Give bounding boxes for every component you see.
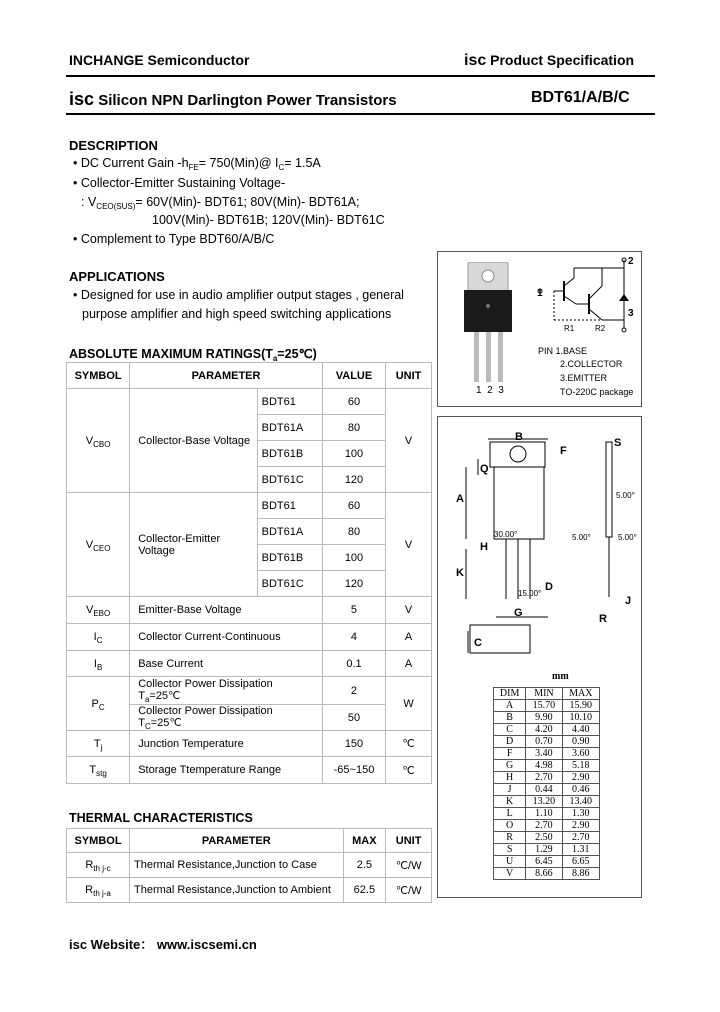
- vcbo-sym: V: [85, 434, 94, 447]
- dimension-min: 1.29: [526, 844, 562, 856]
- tstg-symbol: [67, 757, 130, 784]
- part-cell: BDT61B: [257, 441, 322, 467]
- desc-line-1-sub2: C: [278, 163, 285, 172]
- part-cell: BDT61: [257, 389, 322, 415]
- angle-4: 5.00°: [618, 533, 637, 542]
- label-r1: R1: [564, 324, 575, 333]
- mechanical-drawing: [437, 416, 642, 898]
- dimension-max: 2.90: [562, 772, 599, 784]
- dimension-min: 0.44: [526, 784, 562, 796]
- ratings-heading-b: =25℃): [277, 347, 317, 361]
- dimension-row: [494, 820, 600, 832]
- ratings-heading-sub: a: [272, 354, 278, 363]
- dimension-dim: B: [494, 712, 526, 724]
- part-cell: BDT61A: [257, 415, 322, 441]
- ic-param: Collector Current-Continuous: [130, 624, 323, 651]
- footer-label: isc Website：: [69, 937, 154, 952]
- app-line-1: • Designed for use in audio amplifier output stages , general: [73, 288, 404, 302]
- label-pin-2-terminal: 2: [628, 256, 634, 267]
- dim-col-max: MAX: [562, 688, 599, 700]
- value-cell: 100: [322, 545, 385, 571]
- dimension-min: 4.20: [526, 724, 562, 736]
- rthja-unit: ℃/W: [386, 878, 432, 903]
- desc-line-3: [81, 195, 359, 209]
- ratings-table: [66, 362, 432, 784]
- dimension-row: [494, 712, 600, 724]
- dimension-row: [494, 772, 600, 784]
- dimension-min: 15.70: [526, 700, 562, 712]
- ib-unit: A: [386, 651, 432, 677]
- vebo-value: 5: [322, 597, 385, 624]
- dim-col-dim: DIM: [494, 688, 526, 700]
- angle-5: 15.00°: [518, 589, 542, 598]
- dimension-min: 3.40: [526, 748, 562, 760]
- dim-label-j: J: [625, 595, 632, 607]
- dimension-max: 1.30: [562, 808, 599, 820]
- dimension-min: 2.70: [526, 820, 562, 832]
- ib-sym: I: [93, 657, 97, 670]
- dimension-max: 3.60: [562, 748, 599, 760]
- dimension-row: [494, 856, 600, 868]
- ratings-heading: [69, 346, 317, 361]
- dimension-max: 8.86: [562, 868, 599, 880]
- pc-sym: P: [91, 697, 99, 710]
- tj-symbol: [67, 731, 130, 757]
- dimension-max: 10.10: [562, 712, 599, 724]
- part-cell: BDT61C: [257, 467, 322, 493]
- dimension-dim: G: [494, 760, 526, 772]
- pc-cond-1-sub: a: [144, 695, 150, 704]
- dimension-row: [494, 736, 600, 748]
- dimension-dim: V: [494, 868, 526, 880]
- rthjc-param: Thermal Resistance,Junction to Case: [130, 853, 344, 878]
- header-rule-2: [66, 113, 655, 115]
- rthjc-max: 2.5: [343, 853, 386, 878]
- ib-value: 0.1: [322, 651, 385, 677]
- dimension-min: 2.70: [526, 772, 562, 784]
- vcbo-param: Collector-Base Voltage: [130, 389, 257, 493]
- dimension-min: 6.45: [526, 856, 562, 868]
- dimension-dim: A: [494, 700, 526, 712]
- dimension-row: [494, 808, 600, 820]
- pc-param-1-text: Collector Power Dissipation: [138, 678, 273, 690]
- pc-cond-1: [138, 690, 318, 703]
- th-unit: UNIT: [386, 829, 432, 853]
- applications-heading: APPLICATIONS: [69, 269, 165, 284]
- vebo-symbol: [67, 597, 130, 624]
- pc-sub: C: [98, 702, 105, 712]
- tstg-value: -65~150: [322, 757, 385, 784]
- thermal-heading: THERMAL CHARACTERISTICS: [69, 811, 253, 825]
- dim-label-r: R: [599, 613, 607, 625]
- pc-value-1: 2: [322, 677, 385, 705]
- pc-unit: W: [386, 677, 432, 731]
- ib-param: Base Current: [130, 651, 323, 677]
- label-pin-3-terminal: 3: [628, 308, 634, 319]
- package-label: TO-220C package: [560, 387, 634, 397]
- dim-label-b: B: [515, 431, 523, 443]
- dim-unit: mm: [552, 671, 569, 682]
- dimension-row: [494, 760, 600, 772]
- dimension-max: 0.46: [562, 784, 599, 796]
- dimension-dim: D: [494, 736, 526, 748]
- footer-url[interactable]: www.iscsemi.cn: [156, 937, 257, 952]
- desc-line-1-sub: FE: [188, 163, 199, 172]
- col-parameter: PARAMETER: [130, 363, 323, 389]
- dim-label-f: F: [560, 445, 567, 457]
- dimension-row: [494, 748, 600, 760]
- dimension-dim: O: [494, 820, 526, 832]
- vcbo-unit: V: [386, 389, 432, 493]
- rthja-sym: R: [85, 884, 94, 896]
- vceo-sub: CEO: [93, 543, 111, 553]
- dim-label-g: G: [514, 607, 523, 619]
- dimension-row: [494, 700, 600, 712]
- dimension-row: [494, 844, 600, 856]
- tstg-unit: ℃: [386, 757, 432, 784]
- dimension-dim: K: [494, 796, 526, 808]
- dimension-min: 13.20: [526, 796, 562, 808]
- tj-unit: ℃: [386, 731, 432, 757]
- dim-label-a: A: [456, 493, 464, 505]
- ic-sym: I: [93, 631, 97, 643]
- ib-sub: B: [96, 662, 103, 672]
- rthjc-unit: ℃/W: [386, 853, 432, 878]
- pc-cond-2: [138, 717, 318, 730]
- rthja-max: 62.5: [343, 878, 386, 903]
- rthja-sub: th j-a: [93, 889, 111, 898]
- rthjc-symbol: [67, 853, 130, 878]
- desc-line-3-a: : V: [81, 195, 97, 209]
- desc-line-3-b: = 60V(Min)- BDT61; 80V(Min)- BDT61A;: [135, 195, 360, 209]
- part-cell: BDT61C: [257, 571, 322, 597]
- th-max: MAX: [343, 829, 386, 853]
- vceo-unit: V: [386, 493, 432, 597]
- desc-line-4: 100V(Min)- BDT61B; 120V(Min)- BDT61C: [152, 213, 385, 227]
- pc-param-1: [130, 677, 323, 705]
- dimension-dim: H: [494, 772, 526, 784]
- dimension-max: 6.65: [562, 856, 599, 868]
- dimension-row: [494, 868, 600, 880]
- package-photo: [460, 262, 520, 387]
- ib-symbol: [67, 651, 130, 677]
- vceo-param: Collector-Emitter Voltage: [130, 493, 257, 597]
- tstg-sym: T: [89, 764, 97, 776]
- pin-1-label: PIN 1.BASE: [538, 346, 588, 356]
- rthjc-sub: th j-c: [93, 864, 111, 873]
- dimension-min: 9.90: [526, 712, 562, 724]
- dimension-max: 4.40: [562, 724, 599, 736]
- dimension-dim: C: [494, 724, 526, 736]
- ic-sub: C: [96, 636, 103, 645]
- dimension-dim: R: [494, 832, 526, 844]
- label-r2: R2: [595, 324, 606, 333]
- dimension-min: 8.66: [526, 868, 562, 880]
- dimension-row: [494, 832, 600, 844]
- desc-line-1-a: • DC Current Gain -h: [73, 156, 189, 170]
- th-symbol: SYMBOL: [67, 829, 130, 853]
- desc-line-3-sub: CEO(SUS): [96, 202, 136, 211]
- angle-2: 5.00°: [616, 491, 635, 500]
- dimension-row: [494, 784, 600, 796]
- tstg-param: Storage Ttemperature Range: [130, 757, 323, 784]
- value-cell: 60: [322, 389, 385, 415]
- dim-label-k: K: [456, 567, 464, 579]
- dimension-dim: J: [494, 784, 526, 796]
- dimension-row: [494, 724, 600, 736]
- company-name: INCHANGE Semiconductor: [69, 52, 250, 68]
- pc-value-2: 50: [322, 705, 385, 731]
- pc-cond-1-a: T: [138, 690, 145, 702]
- rthja-symbol: [67, 878, 130, 903]
- dimension-min: 1.10: [526, 808, 562, 820]
- desc-line-1-c: = 1.5A: [284, 156, 321, 170]
- title-text: Silicon NPN Darlington Power Transistors: [98, 92, 397, 109]
- dimension-min: 2.50: [526, 832, 562, 844]
- tj-sym: T: [93, 737, 101, 750]
- tj-value: 150: [322, 731, 385, 757]
- value-cell: 120: [322, 467, 385, 493]
- dimension-max: 15.90: [562, 700, 599, 712]
- dimension-max: 5.18: [562, 760, 599, 772]
- ic-value: 4: [322, 624, 385, 651]
- dimension-min: 0.70: [526, 736, 562, 748]
- pc-cond-1-b: =25℃: [149, 690, 181, 702]
- ratings-heading-a: ABSOLUTE MAXIMUM RATINGS(T: [69, 347, 273, 361]
- pc-param-2: [130, 705, 323, 731]
- brand-isc: isc: [464, 52, 487, 69]
- value-cell: 80: [322, 519, 385, 545]
- desc-line-5: • Complement to Type BDT60/A/B/C: [73, 232, 275, 246]
- thermal-table: [66, 828, 432, 903]
- pc-cond-2-a: T: [138, 717, 145, 729]
- vebo-unit: V: [386, 597, 432, 624]
- vcbo-sub: CBO: [93, 439, 111, 449]
- part-number: BDT61/A/B/C: [531, 89, 630, 106]
- doc-title: [69, 89, 397, 110]
- vebo-param: Emitter-Base Voltage: [130, 597, 323, 624]
- description-heading: DESCRIPTION: [69, 138, 158, 153]
- dimension-max: 2.70: [562, 832, 599, 844]
- th-param: PARAMETER: [130, 829, 344, 853]
- tstg-sub: stg: [96, 769, 107, 778]
- dimension-dim: L: [494, 808, 526, 820]
- dimension-min: 4.98: [526, 760, 562, 772]
- tj-sub: j: [100, 742, 103, 752]
- dimension-dim: F: [494, 748, 526, 760]
- dim-label-c: C: [474, 637, 482, 649]
- dim-label-h: H: [480, 541, 488, 553]
- package-box: [437, 251, 642, 407]
- dim-col-min: MIN: [526, 688, 562, 700]
- dim-label-q: Q: [480, 463, 489, 475]
- ic-unit: A: [386, 624, 432, 651]
- dimension-max: 0.90: [562, 736, 599, 748]
- value-cell: 100: [322, 441, 385, 467]
- angle-3: 5.00°: [572, 533, 591, 542]
- rthjc-sym: R: [85, 859, 94, 871]
- title-isc: isc: [69, 89, 95, 109]
- pin-2-label: 2.COLLECTOR: [560, 359, 623, 369]
- col-value: VALUE: [322, 363, 385, 389]
- value-cell: 80: [322, 415, 385, 441]
- footer: [69, 934, 257, 953]
- vebo-sub: EBO: [93, 609, 111, 618]
- dimension-dim: S: [494, 844, 526, 856]
- dimension-max: 2.90: [562, 820, 599, 832]
- pc-param-2-text: Collector Power Dissipation: [138, 705, 273, 717]
- spec-label: Product Specification: [490, 52, 635, 68]
- part-cell: BDT61: [257, 493, 322, 519]
- desc-line-1: [73, 156, 321, 170]
- vcbo-symbol: [67, 389, 130, 493]
- header-rule-1: [66, 75, 655, 77]
- value-cell: 60: [322, 493, 385, 519]
- pc-cond-2-b: =25℃: [150, 717, 182, 729]
- desc-line-1-b: = 750(Min)@ I: [198, 156, 279, 170]
- vceo-symbol: [67, 493, 130, 597]
- pin-3-label: 3.EMITTER: [560, 373, 608, 383]
- dim-label-d: D: [545, 581, 553, 593]
- dimension-dim: U: [494, 856, 526, 868]
- rthja-param: Thermal Resistance,Junction to Ambient: [130, 878, 344, 903]
- vebo-sym: V: [85, 604, 94, 616]
- outline-drawing: [438, 417, 641, 667]
- dimension-row: [494, 796, 600, 808]
- tj-param: Junction Temperature: [130, 731, 323, 757]
- part-cell: BDT61A: [257, 519, 322, 545]
- col-unit: UNIT: [386, 363, 432, 389]
- app-line-2: purpose amplifier and high speed switching applications: [82, 307, 392, 321]
- col-symbol: SYMBOL: [67, 363, 130, 389]
- desc-line-2: • Collector-Emitter Sustaining Voltage-: [73, 176, 286, 190]
- dim-label-s: S: [614, 437, 622, 449]
- dimension-max: 13.40: [562, 796, 599, 808]
- product-spec: [464, 52, 634, 70]
- label-pin-1-terminal: 1: [537, 288, 543, 299]
- vceo-sym: V: [85, 538, 94, 551]
- angle-1: 30.00°: [494, 530, 518, 539]
- dimension-max: 1.31: [562, 844, 599, 856]
- ic-symbol: [67, 624, 130, 651]
- pc-cond-2-sub: C: [144, 722, 151, 731]
- pin-numbers: 1 2 3: [476, 385, 504, 396]
- value-cell: 120: [322, 571, 385, 597]
- schematic-icon: [534, 256, 644, 336]
- part-cell: BDT61B: [257, 545, 322, 571]
- pc-symbol: [67, 677, 130, 731]
- dimension-table: [493, 687, 600, 880]
